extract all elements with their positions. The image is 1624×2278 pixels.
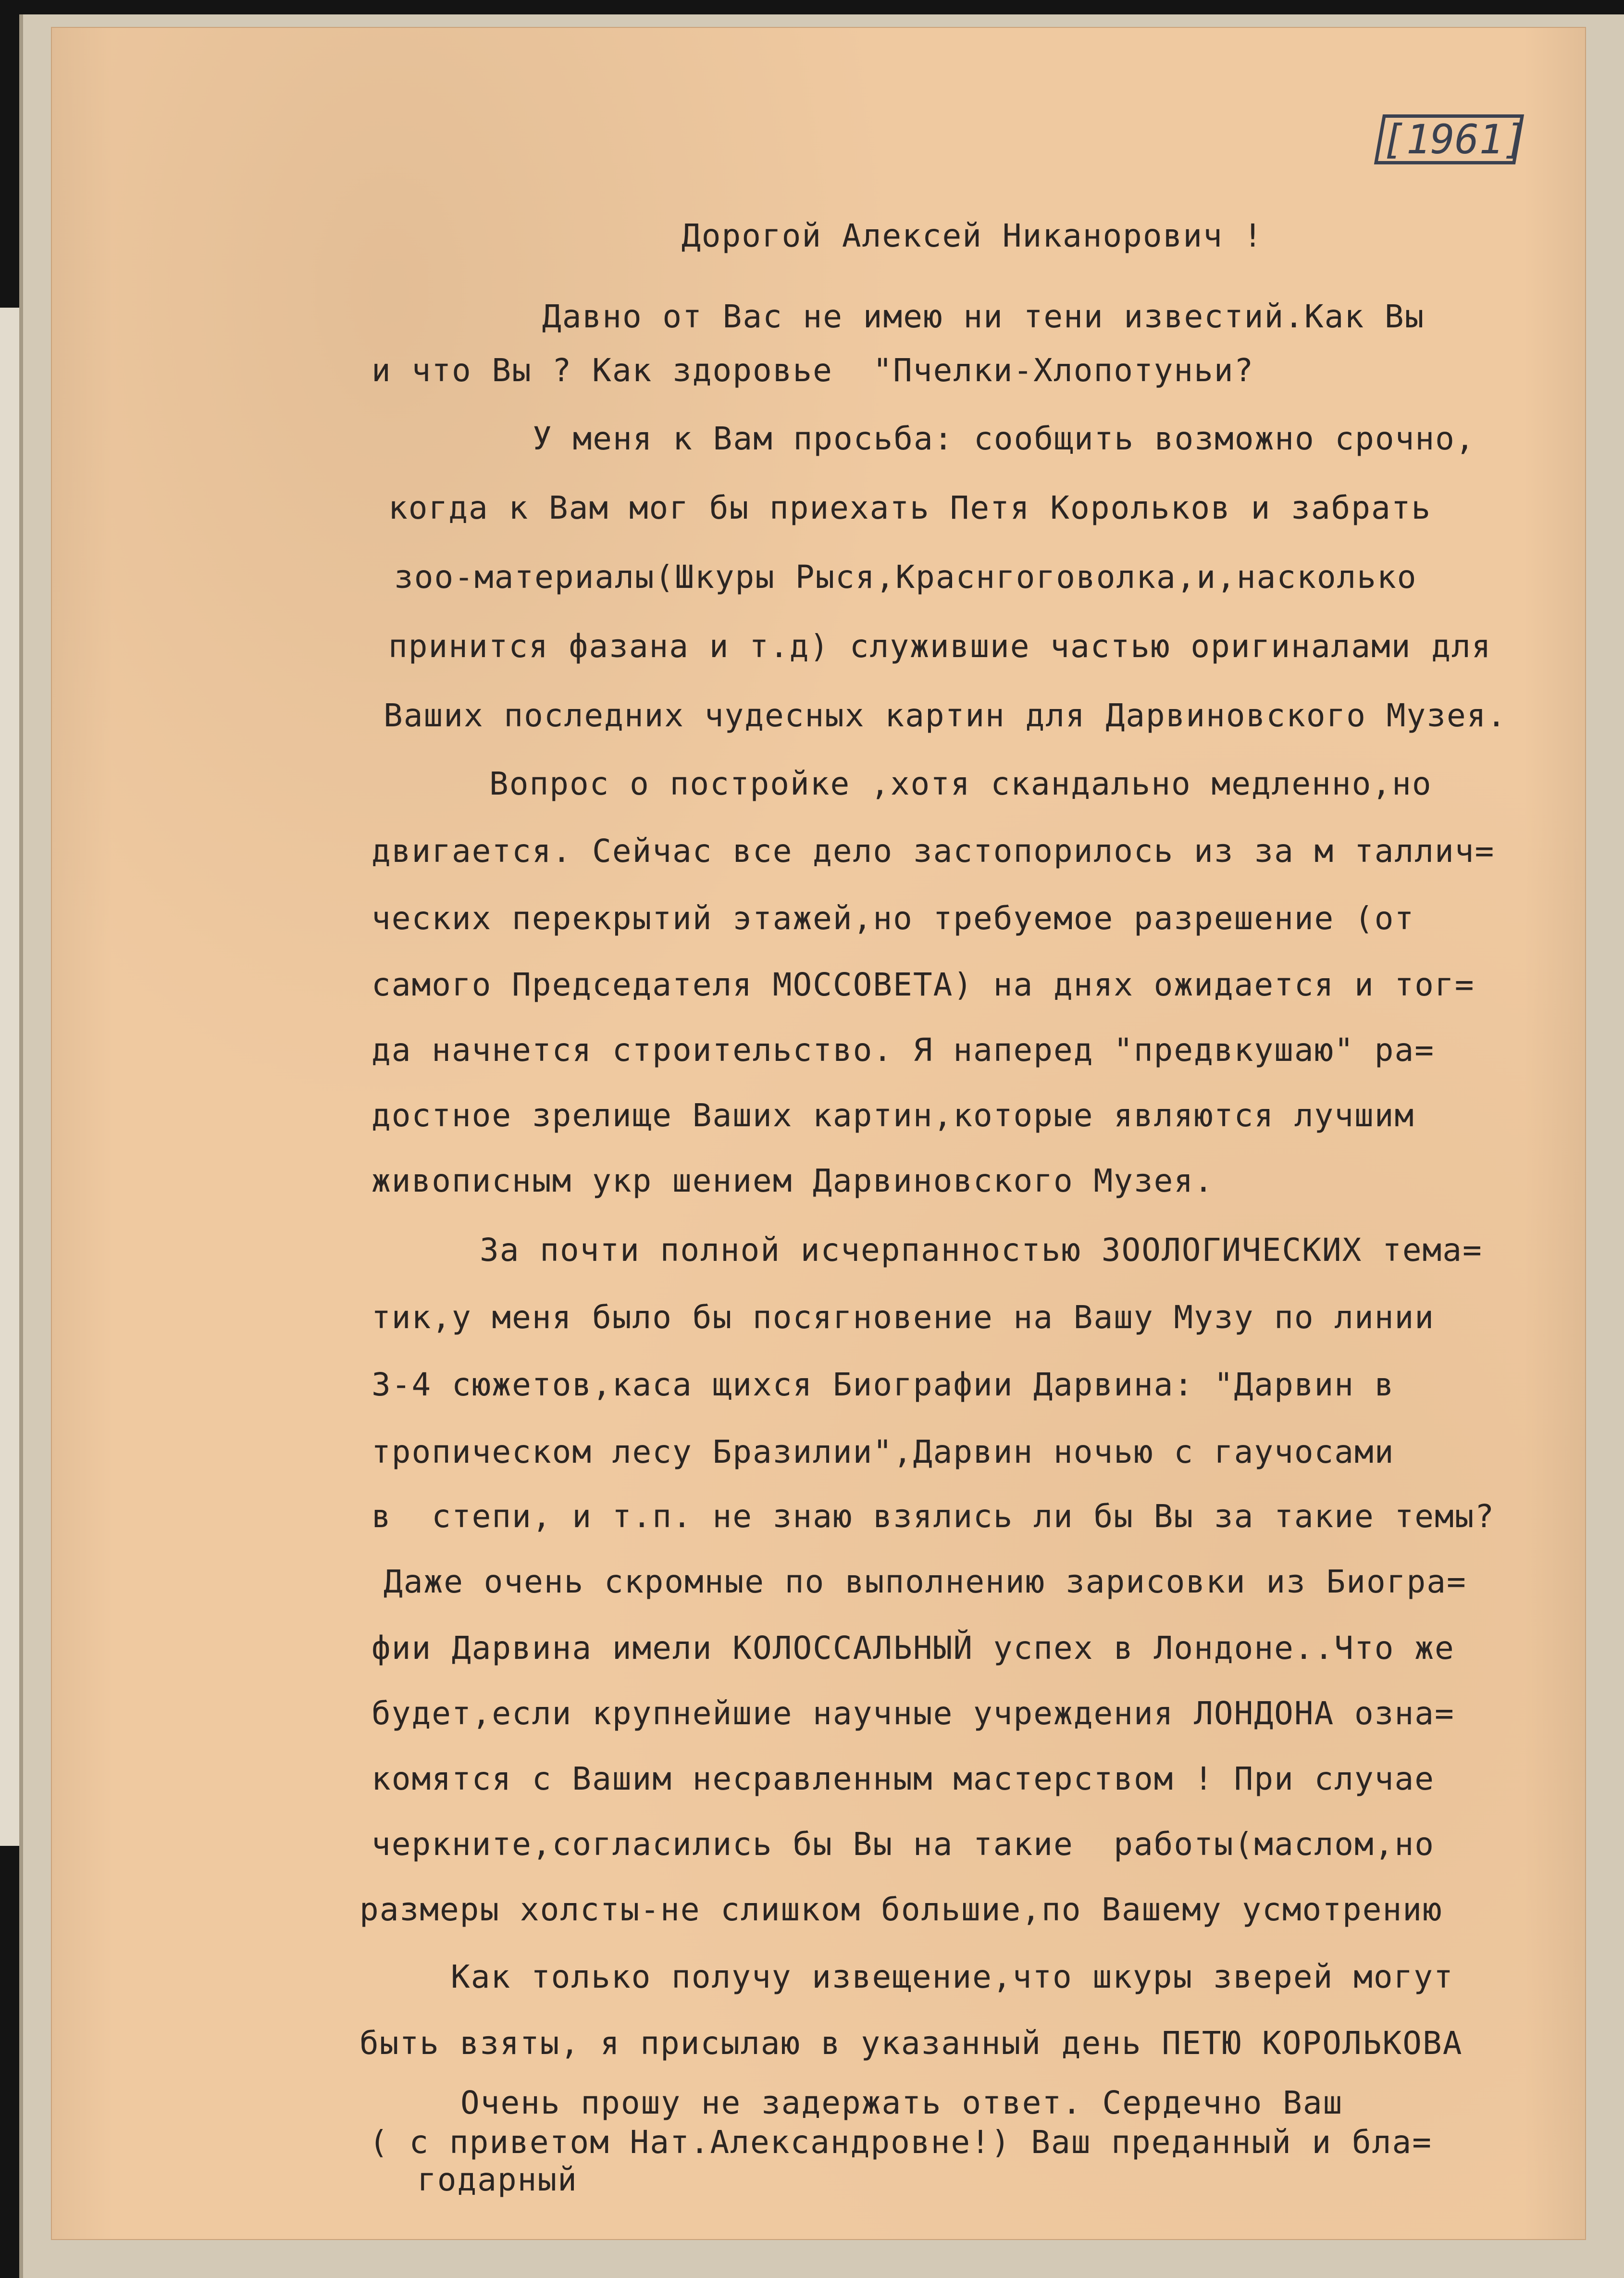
text-line: 3-4 сюжетов,каса щихся Биографии Дарвина: "Дарвин в xyxy=(372,1366,1395,1403)
salutation: Дорогой Алексей Никанорович ! xyxy=(682,217,1264,254)
text-line: будет,если крупнейшие научные учреждения ЛОНДОНА озна= xyxy=(372,1695,1455,1732)
text-line: фии Дарвина имели КОЛОССАЛЬНЫЙ успех в Лондоне..Что же xyxy=(372,1630,1455,1667)
text-line: За почти полной исчерпанностью ЗООЛОГИЧЕСКИХ тема= xyxy=(480,1232,1483,1269)
text-line: зоо-материалы(Шкуры Рыся,Краснгоговолка,и,насколько xyxy=(394,559,1417,596)
text-line: когда к Вам мог бы приехать Петя Корольков и забрать xyxy=(388,489,1432,526)
text-line: быть взяты, я присылаю в указанный день ПЕТЮ КОРОЛЬКОВА xyxy=(360,2025,1463,2062)
closing-line: Очень прошу не задержать ответ. Сердечно Ваш xyxy=(460,2084,1343,2121)
archive-reference-number: [1961] xyxy=(1382,116,1528,163)
text-line: Как только получу извещение,что шкуры зверей могут xyxy=(451,1958,1454,1995)
closing-line: ( с приветом Нат.Александровне!) Ваш преданный и бла= xyxy=(369,2124,1432,2161)
text-line: Ваших последних чудесных картин для Дарвиновского Музея. xyxy=(384,697,1507,734)
archive-reference-mark xyxy=(1374,114,1528,164)
text-line: самого Председателя МОССОВЕТА) на днях ожидается и тог= xyxy=(372,966,1475,1003)
text-line: размеры холсты-не слишком большие,по Вашему усмотрению xyxy=(360,1891,1443,1928)
text-line: живописным укр шением Дарвиновского Музея. xyxy=(372,1162,1214,1199)
text-line: ческих перекрытий этажей,но требуемое разрешение (от xyxy=(372,900,1415,937)
text-line: Даже очень скромные по выполнению зарисовки из Биогра= xyxy=(384,1563,1467,1600)
text-line: Давно от Вас не имею ни тени известий.Как Вы xyxy=(542,298,1425,335)
text-line: У меня к Вам просьба: сообщить возможно срочно, xyxy=(533,420,1475,457)
background-strip xyxy=(0,308,19,1846)
text-line: тропическом лесу Бразилии",Дарвин ночью с гаучосами xyxy=(372,1433,1395,1470)
text-line: комятся с Вашим несравленным мастерством ! При случае xyxy=(372,1760,1435,1797)
letter-sheet xyxy=(52,28,1585,2239)
closing-line: годарный xyxy=(417,2161,578,2198)
text-line: тик,у меня было бы посягновение на Вашу Музу по линии xyxy=(372,1299,1435,1336)
text-line: и что Вы ? Как здоровье "Пчелки-Хлопотуньи? xyxy=(372,352,1254,389)
text-line: принится фазана и т.д) служившие частью оригиналами для xyxy=(388,628,1492,665)
text-line: Вопрос о постройке ,хотя скандально медленно,но xyxy=(489,765,1432,802)
text-line: двигается. Сейчас все дело застопорилось из за м таллич= xyxy=(372,833,1495,870)
text-line: да начнется строительство. Я наперед "предвкушаю" ра= xyxy=(372,1032,1435,1069)
text-line: в степи, и т.п. не знаю взялись ли бы Вы за такие темы? xyxy=(372,1498,1495,1535)
text-line: достное зрелище Ваших картин,которые являются лучшим xyxy=(372,1097,1415,1134)
text-line: черкните,согласились бы Вы на такие работы(маслом,но xyxy=(372,1826,1435,1863)
